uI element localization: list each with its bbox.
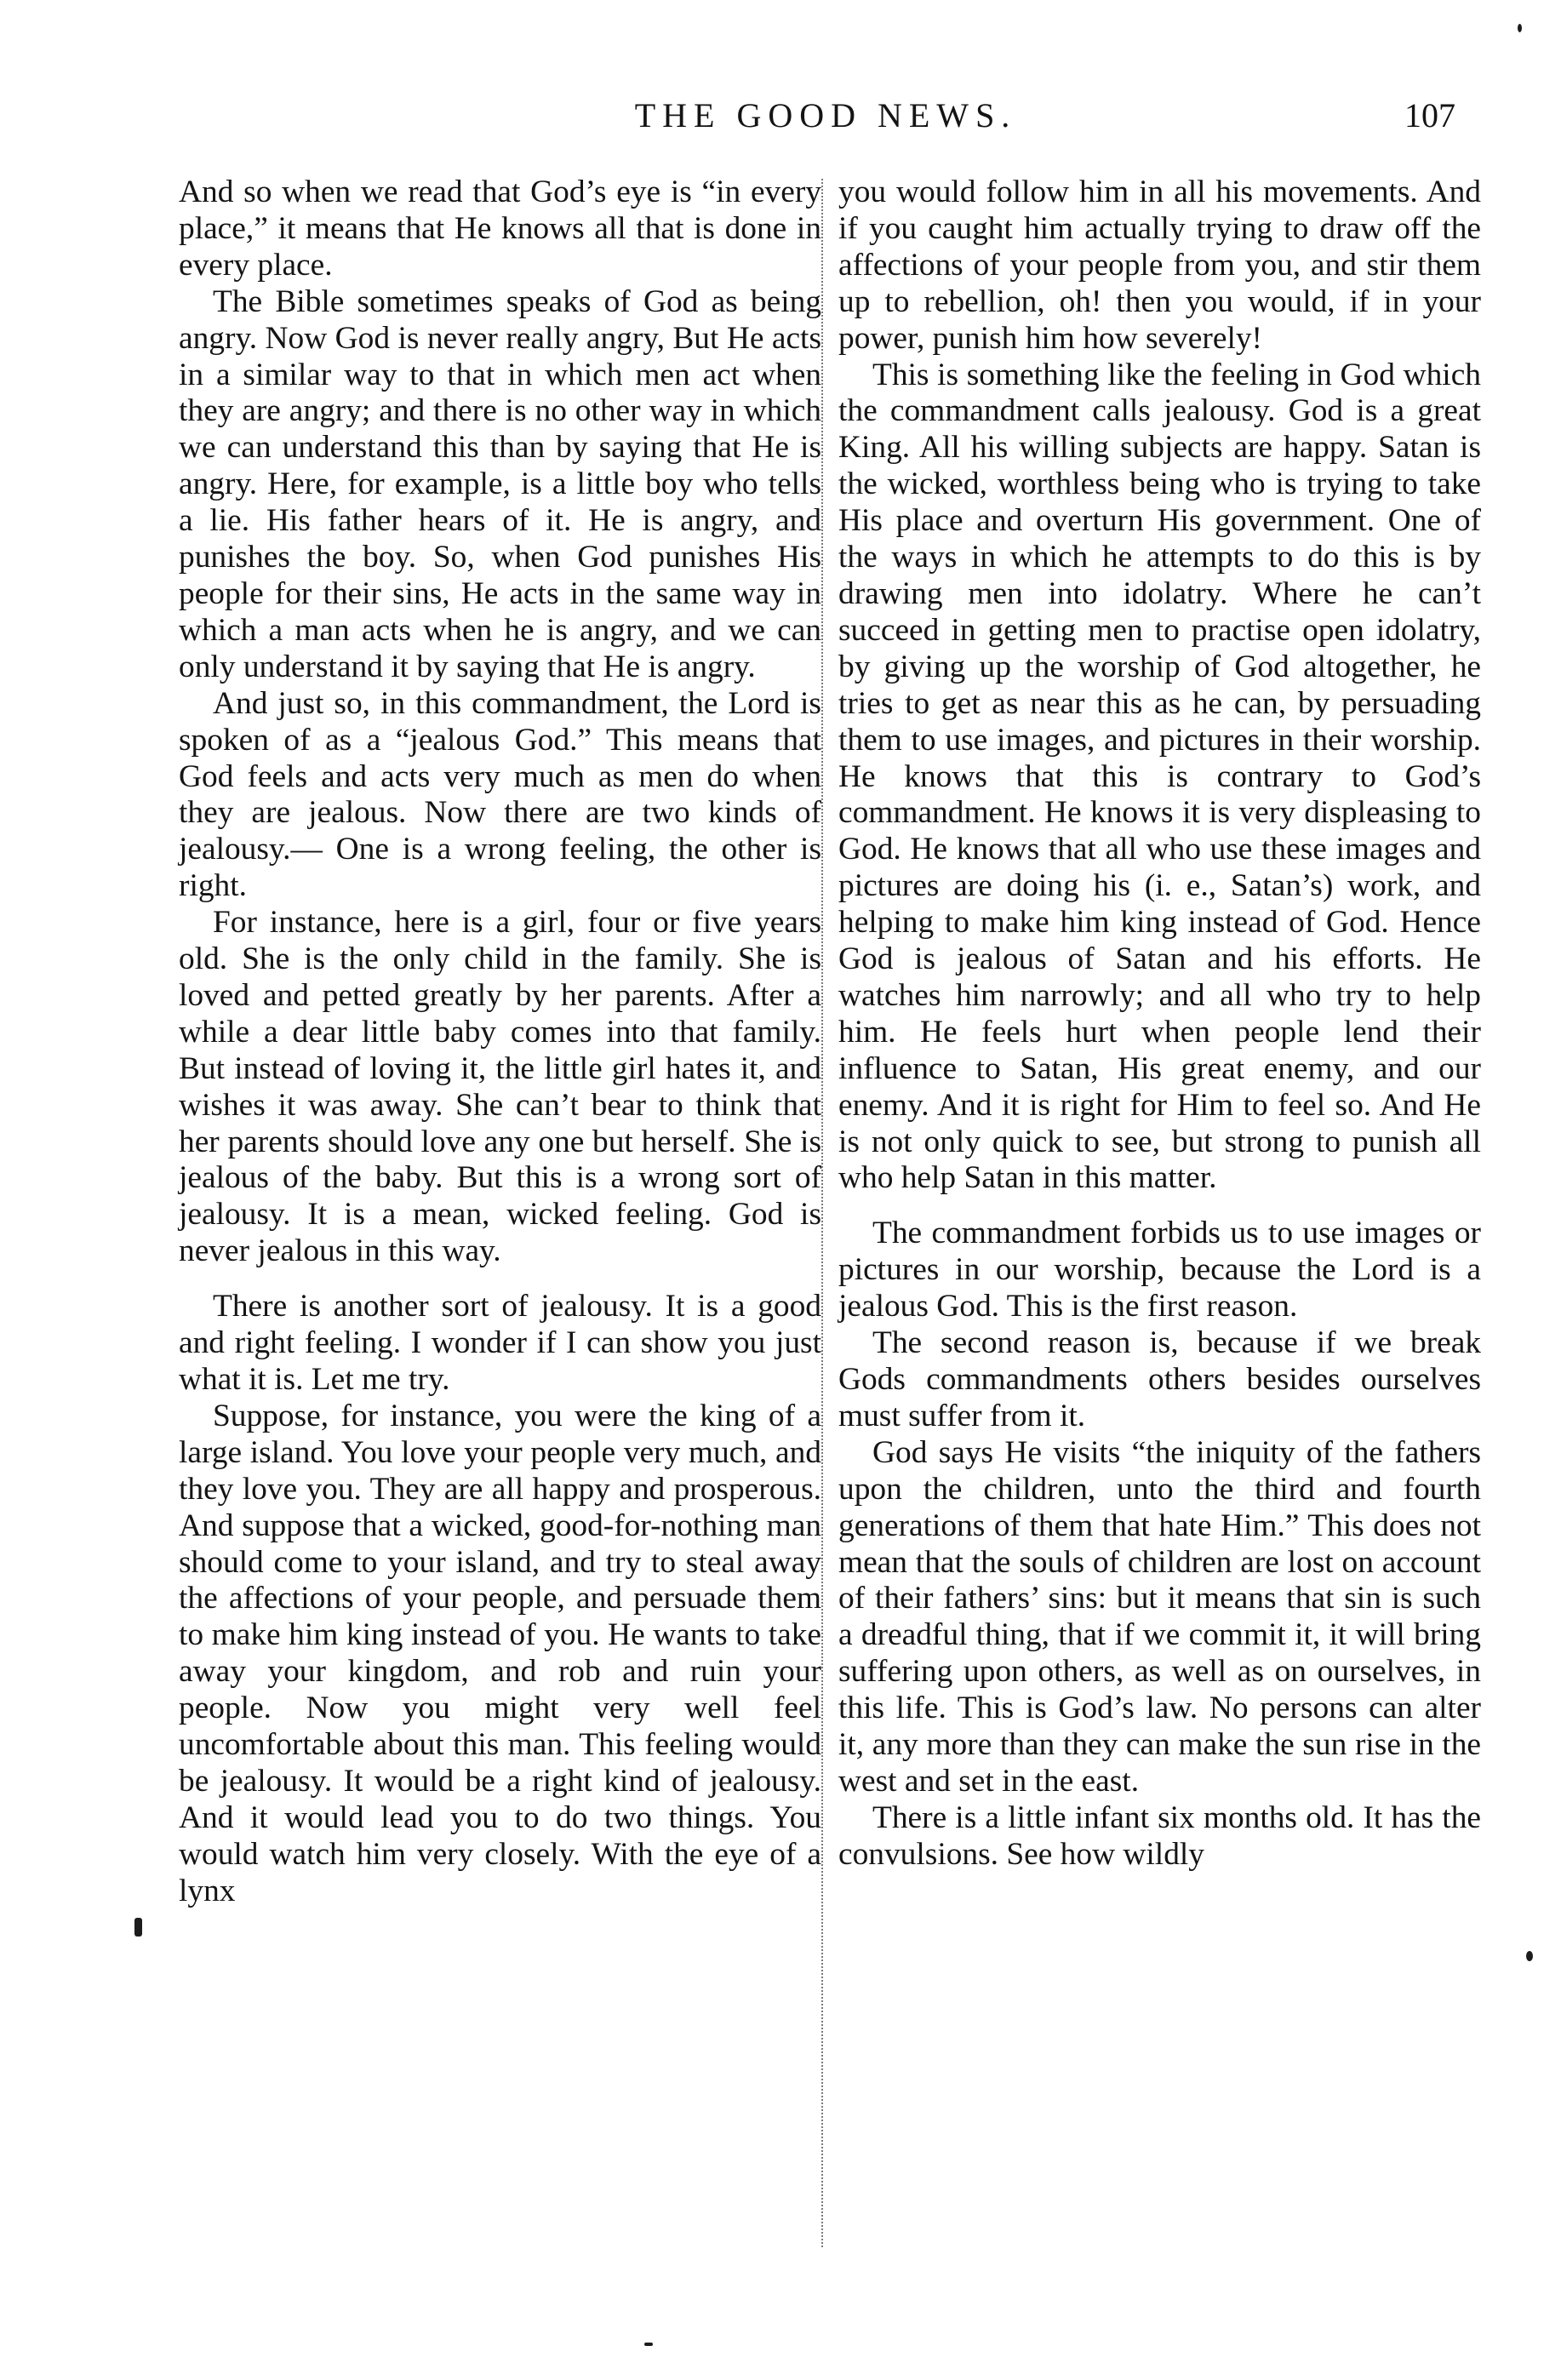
left-column [179,174,821,1910]
paragraph: The second reason is, because if we break Gods commandments others besides ourselves must suffer from it. [838,1325,1481,1433]
margin-ink-dash [644,2343,653,2346]
margin-ink-dot [1526,1951,1533,1961]
paragraph: you would follow him in all his movements. And if you caught him actually trying to draw off the affections of your people from you, and stir them up to rebellion, oh! then you would, if in your power, punish him how severely! [838,174,1481,356]
column-divider [821,179,823,2247]
paragraph: There is another sort of jealousy. It is a good and right feeling. I wonder if I can show you just what it is. Let me try. [179,1289,821,1397]
page-number: 107 [1404,96,1455,134]
paragraph: For instance, here is a girl, four or five years old. She is the only child in the family. She is loved and petted greatly by her parents. After a while a dear little baby comes into that family. But instead of loving it, the little girl hates it, and wishes it was away. She can’t bear to think that her parents should love any one but herself. She is jealous of the baby. But this is a wrong sort of jealousy. It is a mean, wicked feeling. God is never jealous in this way. [179,905,821,1269]
right-column [838,174,1481,1874]
paragraph: The Bible sometimes speaks of God as being angry. Now God is never really angry, But He acts in a similar way to that in which men act when they are angry; and there is no other way in which we can understand this than by saying that He is angry. Here, for example, is a little boy who tells a lie. His father hears of it. He is angry, and punishes the boy. So, when God punishes His people for their sins, He acts in the same way in which a man acts when he is angry, and we can only understand it by saying that He is angry. [179,283,821,684]
paragraph: God says He visits “the iniquity of the fathers upon the children, unto the third and fourth generations of them that hate Him.” This does not mean that the souls of children are lost on account of their fathers’ sins: but it means that sin is such a dreadful thing, that if we commit it, it will bring suffering upon others, as well as on ourselves, in this life. This is God’s law. No persons can alter it, any more than they can make the sun rise in the west and set in the east. [838,1434,1481,1799]
paragraph: Suppose, for instance, you were the king of a large island. You love your people very much, and they love you. They are all happy and prosperous. And suppose that a wicked, good-for-nothing man should come to your island, and try to steal away the affections of your people, and persuade them to make him king instead of you. He wants to take away your kingdom, and rob and ruin your people. Now you might very well feel uncomfortable about this man. This feeling would be jealousy. It would be a right kind of jealousy. And it would lead you to do two things. You would watch him very closely. With the eye of a lynx [179,1398,821,1908]
paragraph: And so when we read that God’s eye is “in every place,” it means that He knows all that is done in every place. [179,174,821,283]
page-header [162,95,1490,155]
paragraph: And just so, in this commandment, the Lord is spoken of as a “jealous God.” This means that God feels and acts very much as men do when they are jealous. Now there are two kinds of jealousy.— One is a wrong feeling, the other is right. [179,685,821,904]
paragraph: There is a little infant six months old. It has the convulsions. See how wildly [838,1799,1481,1872]
paragraph: The commandment forbids us to use images or pictures in our worship, because the Lord is a jealous God. This is the first reason. [838,1216,1481,1324]
margin-ink-mark [134,1918,142,1937]
paragraph: This is something like the feeling in God which the commandment calls jealousy. God is a great King. All his willing subjects are happy. Satan is the wicked, worthless being who is trying to take His place and overturn His government. One of the ways in which he attempts to do this is by drawing men into idolatry. Where he can’t succeed in getting men to practise open idolatry, by giving up the worship of God altogether, he tries to get as near this as he can, by persuading them to use images, and pictures in their worship. He knows that this is contrary to God’s commandment. He knows it is very displeasing to God. He knows that all who use these images and pictures are doing his (i. e., Satan’s) work, and helping to make him king instead of God. Hence God is jealous of Satan and his efforts. He watches him narrowly; and all who try to help him. He feels hurt when people lend their influence to Satan, His great enemy, and our enemy. And it is right for Him to feel so. And He is not only quick to see, but strong to punish all who help Satan in this matter. [838,357,1481,1196]
running-title: THE GOOD NEWS. [634,96,1017,134]
margin-ink-dot [1518,24,1522,32]
